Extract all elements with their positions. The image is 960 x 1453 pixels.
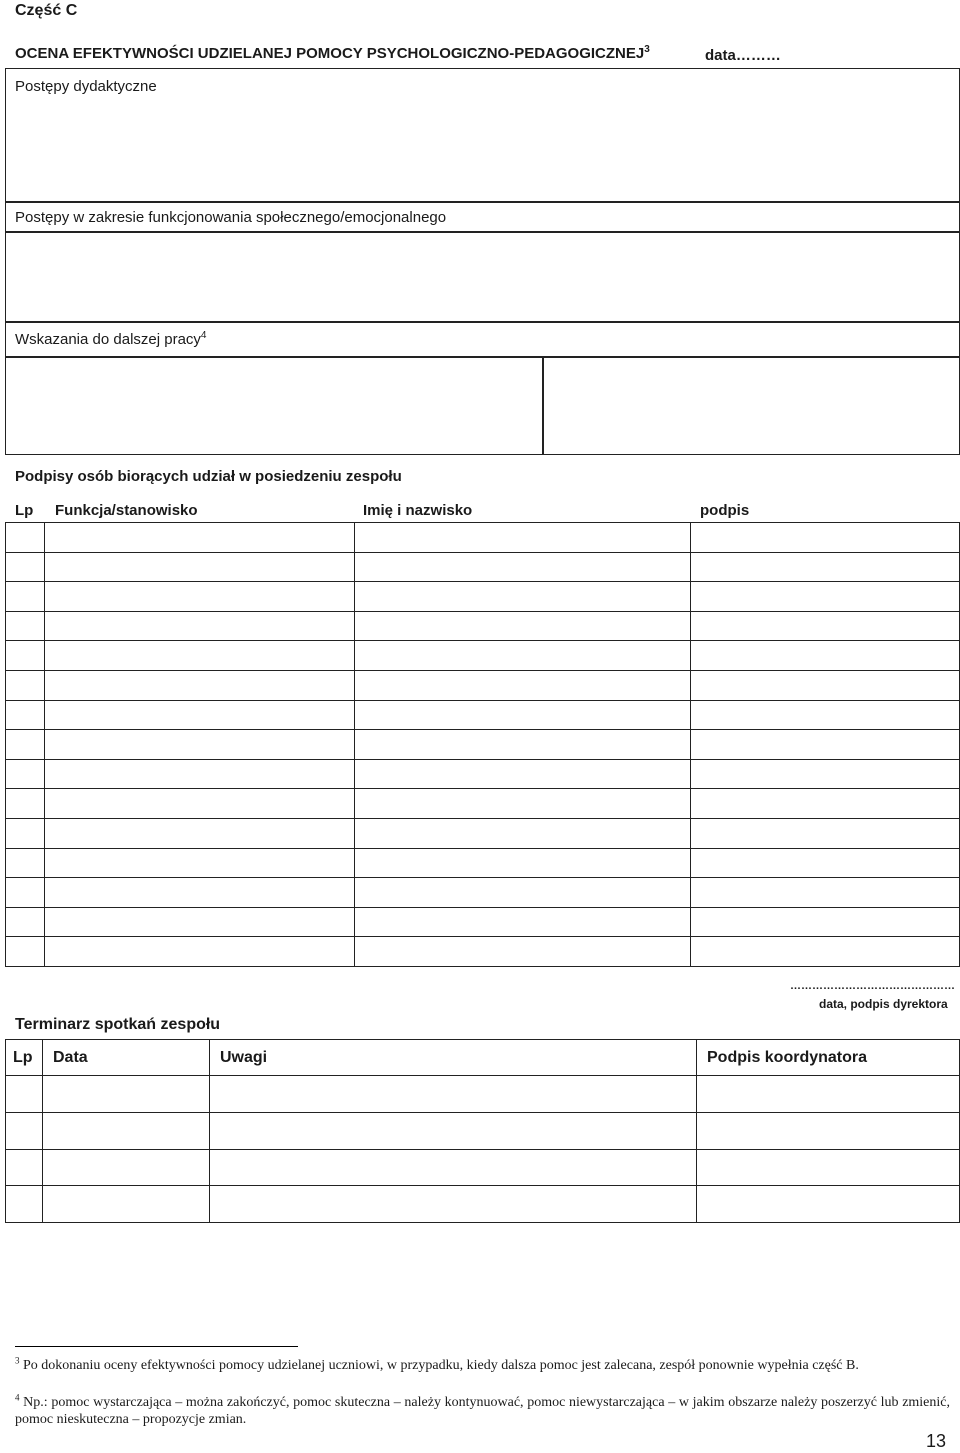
sched-notes-cell[interactable] — [210, 1149, 697, 1186]
sig-function-cell[interactable] — [45, 789, 355, 819]
sig-function-cell[interactable] — [45, 582, 355, 612]
sig-name-cell[interactable] — [355, 611, 691, 641]
sig-lp-cell[interactable] — [6, 818, 45, 848]
sig-name-cell[interactable] — [355, 523, 691, 553]
sig-col-lp: Lp — [15, 502, 34, 519]
sig-signature-cell[interactable] — [691, 582, 960, 612]
sig-function-cell[interactable] — [45, 700, 355, 730]
assessment-heading: OCENA EFEKTYWNOŚCI UDZIELANEJ POMOCY PSYCHOLOGICZNO-PEDAGOGICZNEJ — [15, 45, 645, 62]
footnote-ref-4: 4 — [200, 330, 207, 341]
sig-name-cell[interactable] — [355, 907, 691, 937]
sig-signature-cell[interactable] — [691, 552, 960, 582]
footnote-separator — [15, 1346, 298, 1347]
signature-row — [6, 878, 960, 908]
sig-col-name: Imię i nazwisko — [363, 502, 473, 519]
sched-coordinator-cell[interactable] — [697, 1186, 960, 1223]
sig-name-cell[interactable] — [355, 789, 691, 819]
assessment-date-label: data……… — [705, 47, 781, 64]
social-progress-field[interactable] — [7, 234, 958, 320]
sig-lp-cell[interactable] — [6, 937, 45, 967]
sched-notes-cell[interactable] — [210, 1186, 697, 1223]
further-work-field-left[interactable] — [7, 358, 541, 453]
sched-notes-cell[interactable] — [210, 1076, 697, 1113]
sig-name-cell[interactable] — [355, 730, 691, 760]
part-title: Część C — [15, 2, 78, 19]
signature-row — [6, 700, 960, 730]
sched-lp-cell[interactable] — [6, 1149, 43, 1186]
sig-function-cell[interactable] — [45, 937, 355, 967]
sig-name-cell[interactable] — [355, 670, 691, 700]
signature-row — [6, 907, 960, 937]
sig-lp-cell[interactable] — [6, 759, 45, 789]
footnote-4-text: Np.: pomoc wystarczająca – można zakończyć, pomoc skuteczna – należy kontynuować, pomoc niewystarczająca – w jakim obszarze należy poszerzyć lub zmienić, pomoc nieskuteczna – propozycje zmian. — [15, 1395, 951, 1427]
divider — [542, 356, 544, 455]
sched-col-notes: Uwagi — [210, 1040, 697, 1076]
sig-signature-cell[interactable] — [691, 641, 960, 671]
sig-name-cell[interactable] — [355, 759, 691, 789]
sched-col-lp: Lp — [6, 1040, 43, 1076]
sig-name-cell[interactable] — [355, 937, 691, 967]
sig-function-cell[interactable] — [45, 523, 355, 553]
sig-lp-cell[interactable] — [6, 582, 45, 612]
signature-row — [6, 611, 960, 641]
sig-col-function: Funkcja/stanowisko — [55, 502, 198, 519]
sig-function-cell[interactable] — [45, 848, 355, 878]
schedule-row — [6, 1149, 960, 1186]
sig-signature-cell[interactable] — [691, 907, 960, 937]
sched-date-cell[interactable] — [43, 1112, 210, 1149]
sig-signature-cell[interactable] — [691, 730, 960, 760]
sig-signature-cell[interactable] — [691, 848, 960, 878]
signatures-table — [5, 522, 960, 967]
sig-lp-cell[interactable] — [6, 641, 45, 671]
signature-row — [6, 582, 960, 612]
signatures-title: Podpisy osób biorących udział w posiedzeniu zespołu — [15, 468, 402, 485]
sig-signature-cell[interactable] — [691, 937, 960, 967]
sig-lp-cell[interactable] — [6, 552, 45, 582]
schedule-row — [6, 1076, 960, 1113]
signature-row — [6, 552, 960, 582]
sig-function-cell[interactable] — [45, 730, 355, 760]
sig-lp-cell[interactable] — [6, 730, 45, 760]
didactic-progress-label: Postępy dydaktyczne — [15, 78, 157, 95]
sig-function-cell[interactable] — [45, 641, 355, 671]
sig-function-cell[interactable] — [45, 907, 355, 937]
sig-name-cell[interactable] — [355, 878, 691, 908]
sched-lp-cell[interactable] — [6, 1112, 43, 1149]
sig-function-cell[interactable] — [45, 759, 355, 789]
social-progress-label: Postępy w zakresie funkcjonowania społecznego/emocjonalnego — [15, 209, 447, 226]
sig-function-cell[interactable] — [45, 818, 355, 848]
footnote-ref-3: 3 — [644, 44, 650, 55]
divider — [5, 201, 960, 203]
sig-signature-cell[interactable] — [691, 670, 960, 700]
further-work-label-line — [15, 331, 206, 348]
sig-lp-cell[interactable] — [6, 789, 45, 819]
sig-name-cell[interactable] — [355, 818, 691, 848]
signature-row — [6, 848, 960, 878]
sched-date-cell[interactable] — [43, 1186, 210, 1223]
schedule-row — [6, 1186, 960, 1223]
director-dots: ……………………………………… — [790, 980, 955, 992]
schedule-title: Terminarz spotkań zespołu — [15, 1016, 221, 1033]
sig-function-cell[interactable] — [45, 611, 355, 641]
further-work-field-right[interactable] — [545, 358, 958, 453]
sig-name-cell[interactable] — [355, 848, 691, 878]
sig-signature-cell[interactable] — [691, 818, 960, 848]
sched-col-date: Data — [43, 1040, 210, 1076]
signature-row — [6, 759, 960, 789]
schedule-table — [5, 1039, 960, 1223]
divider — [5, 321, 960, 323]
sched-col-coordinator: Podpis koordynatora — [697, 1040, 960, 1076]
sig-signature-cell[interactable] — [691, 759, 960, 789]
schedule-row — [6, 1112, 960, 1149]
footnote-4 — [15, 1394, 950, 1428]
sig-lp-cell[interactable] — [6, 611, 45, 641]
footnote-3-number: 3 — [15, 1355, 20, 1366]
sig-function-cell[interactable] — [45, 670, 355, 700]
footnote-4-number: 4 — [15, 1392, 20, 1403]
divider — [5, 231, 960, 233]
sched-lp-cell[interactable] — [6, 1076, 43, 1113]
sig-lp-cell[interactable] — [6, 670, 45, 700]
director-signature-label: data, podpis dyrektora — [819, 997, 948, 1011]
sig-signature-cell[interactable] — [691, 611, 960, 641]
didactic-progress-field[interactable] — [7, 104, 958, 200]
sig-lp-cell[interactable] — [6, 848, 45, 878]
sig-name-cell[interactable] — [355, 700, 691, 730]
sig-function-cell[interactable] — [45, 878, 355, 908]
sched-coordinator-cell[interactable] — [697, 1112, 960, 1149]
further-work-label: Wskazania do dalszej pracy — [15, 331, 201, 348]
sig-function-cell[interactable] — [45, 552, 355, 582]
footnote-3 — [15, 1357, 950, 1374]
sched-date-cell[interactable] — [43, 1149, 210, 1186]
sig-signature-cell[interactable] — [691, 878, 960, 908]
sched-coordinator-cell[interactable] — [697, 1076, 960, 1113]
sig-lp-cell[interactable] — [6, 878, 45, 908]
signature-row — [6, 641, 960, 671]
sig-name-cell[interactable] — [355, 582, 691, 612]
sig-lp-cell[interactable] — [6, 700, 45, 730]
signature-row — [6, 937, 960, 967]
sched-lp-cell[interactable] — [6, 1186, 43, 1223]
sig-signature-cell[interactable] — [691, 789, 960, 819]
signature-row — [6, 818, 960, 848]
signature-row — [6, 523, 960, 553]
page-number: 13 — [926, 1431, 947, 1451]
assessment-heading-line — [15, 45, 650, 62]
sig-col-signature: podpis — [700, 502, 750, 519]
sig-signature-cell[interactable] — [691, 523, 960, 553]
signature-row — [6, 670, 960, 700]
sched-notes-cell[interactable] — [210, 1112, 697, 1149]
sched-coordinator-cell[interactable] — [697, 1149, 960, 1186]
signature-row — [6, 789, 960, 819]
sig-lp-cell[interactable] — [6, 523, 45, 553]
sig-signature-cell[interactable] — [691, 700, 960, 730]
footnote-3-text: Po dokonaniu oceny efektywności pomocy udzielanej uczniowi, w przypadku, kiedy dalsza pomoc jest zalecana, zespół ponownie wypełnia część B. — [23, 1358, 859, 1373]
sched-date-cell[interactable] — [43, 1076, 210, 1113]
sig-name-cell[interactable] — [355, 552, 691, 582]
sig-lp-cell[interactable] — [6, 907, 45, 937]
signature-row — [6, 730, 960, 760]
sig-name-cell[interactable] — [355, 641, 691, 671]
